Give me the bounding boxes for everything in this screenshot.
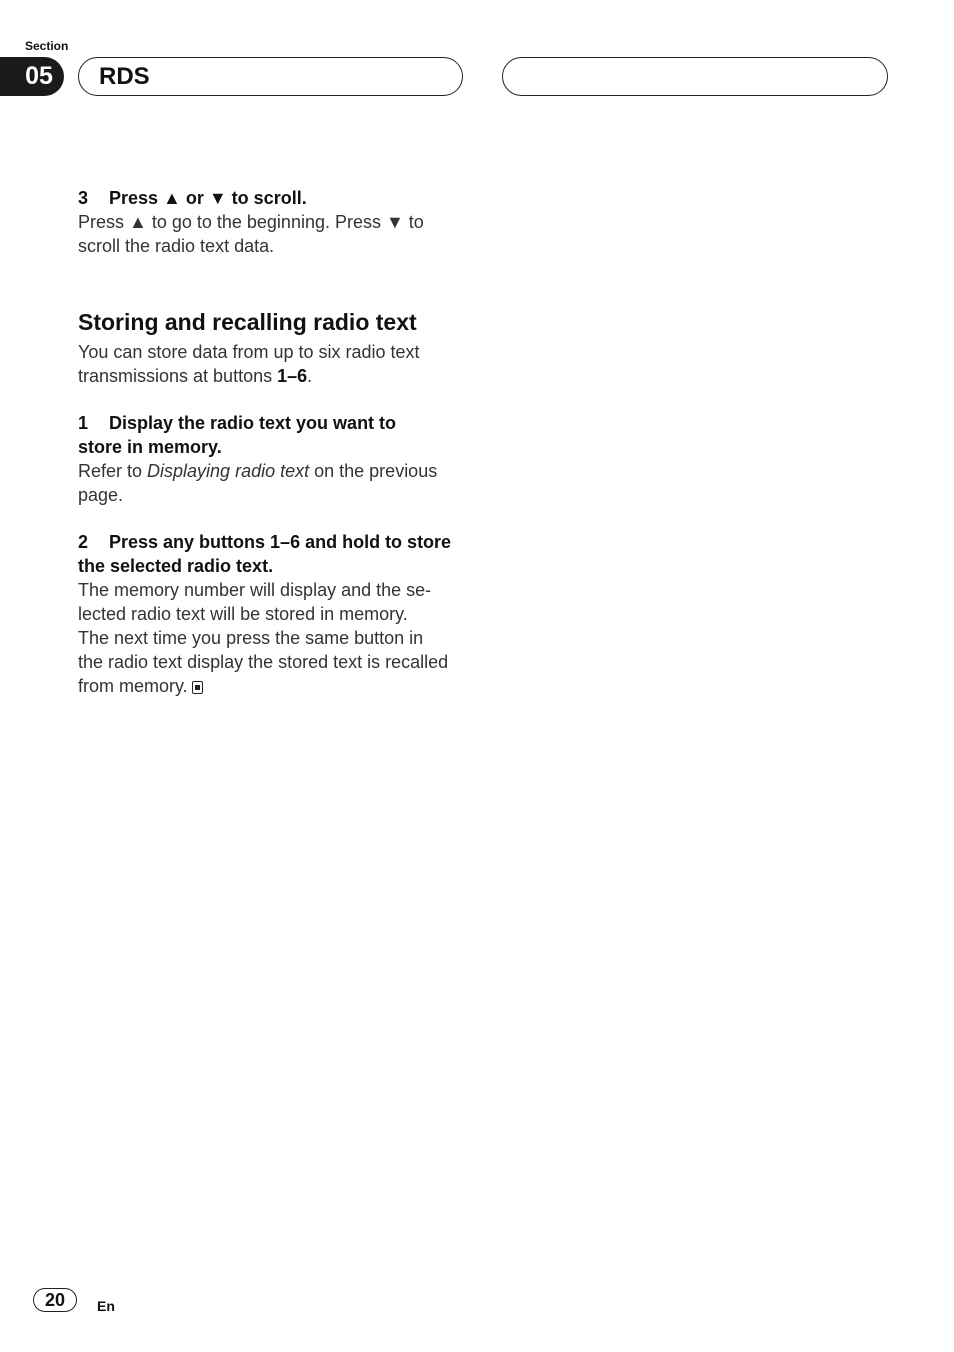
step-3-body xyxy=(78,210,468,258)
step-3-heading xyxy=(78,186,468,210)
intro-paragraph xyxy=(78,340,468,388)
step-3-body-line-1: Press ▲ to go to the beginning. Press ▼ to xyxy=(78,212,424,232)
intro-line-2-prefix: transmissions at buttons xyxy=(78,366,278,386)
step-2-text-line-2: the selected radio text. xyxy=(78,556,274,576)
section-title: RDS xyxy=(99,63,150,90)
step-1-heading xyxy=(78,411,468,459)
step-1-body-prefix: Refer to xyxy=(78,461,148,481)
step-1-body-line-2: page. xyxy=(78,485,124,505)
step-3-number: 3 xyxy=(78,188,89,208)
section-number-badge: 05 xyxy=(0,57,64,96)
intro-buttons-range: 1–6 xyxy=(277,366,308,386)
page-number: 20 xyxy=(33,1288,77,1312)
language-label: En xyxy=(97,1298,115,1314)
intro-line-1: You can store data from up to six radio text xyxy=(78,342,420,362)
step-1-number: 1 xyxy=(78,413,89,433)
step-3-text: Press ▲ or ▼ to scroll. xyxy=(109,188,307,208)
content-column xyxy=(78,186,468,698)
step-2-body-line-2: lected radio text will be stored in memory. xyxy=(78,604,408,624)
step-2-body-line-5: from memory. xyxy=(78,676,188,696)
end-of-section-icon xyxy=(192,681,203,694)
section-heading: Storing and recalling radio text xyxy=(78,309,417,335)
step-1-text-line-1: Display the radio text you want to xyxy=(109,413,397,433)
step-2-heading xyxy=(78,530,468,578)
step-2-body-line-1: The memory number will display and the se- xyxy=(78,580,432,600)
intro-line-2-suffix: . xyxy=(307,366,313,386)
step-2-text-line-1: Press any buttons 1–6 and hold to store xyxy=(109,532,452,552)
step-1-body-suffix: on the previous xyxy=(309,461,438,481)
step-3-body-line-2: scroll the radio text data. xyxy=(78,236,275,256)
step-2-body-line-4: the radio text display the stored text is recalled xyxy=(78,652,449,672)
step-1-text-line-2: store in memory. xyxy=(78,437,222,457)
step-2-number: 2 xyxy=(78,532,89,552)
section-label: Section xyxy=(25,39,69,53)
step-1-body-reference: Displaying radio text xyxy=(147,461,310,481)
step-2-body xyxy=(78,578,468,698)
step-2-body-line-3: The next time you press the same button in xyxy=(78,628,424,648)
step-1-body xyxy=(78,459,468,507)
header-right-box xyxy=(502,57,888,96)
section-title-box xyxy=(78,57,463,96)
